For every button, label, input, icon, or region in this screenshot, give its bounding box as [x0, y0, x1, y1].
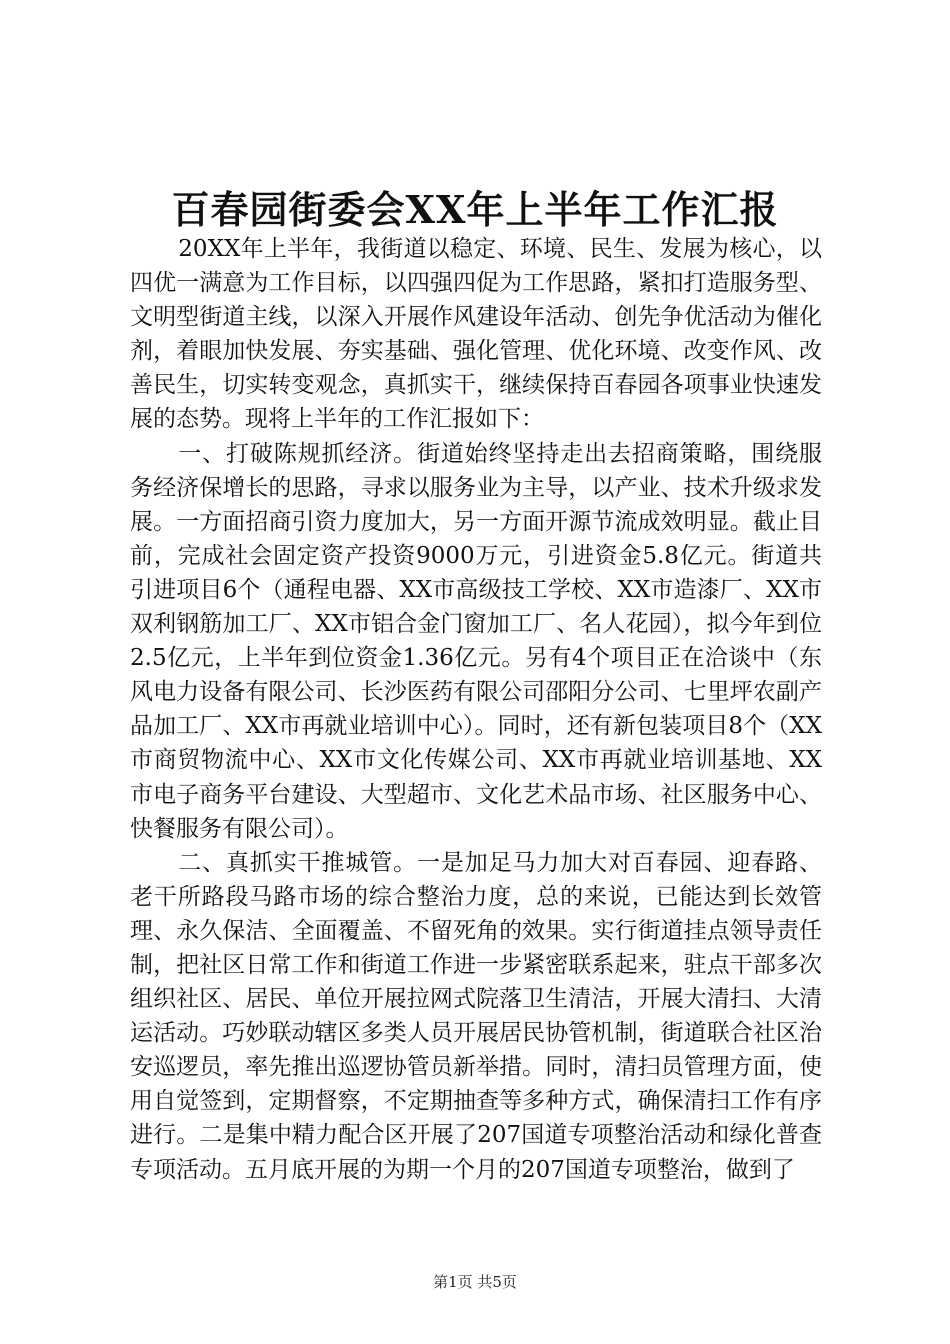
- page-number-footer: 第1页 共5页: [433, 1273, 517, 1291]
- document-body: [130, 232, 822, 1187]
- document-title: 百春园街委会XX年上半年工作汇报: [171, 187, 779, 232]
- paragraph-intro: 20XX年上半年，我街道以稳定、环境、民生、发展为核心，以四优一满意为工作目标，以四强四促为工作思路，紧扣打造服务型、文明型街道主线，以深入开展作风建设年活动、创先争优活动为催化剂，着眼加快发展、夯实基础、强化管理、优化环境、改变作风、改善民生，切实转变观念，真抓实干，继续保持百春园各项事业快速发展的态势。现将上半年的工作汇报如下：: [130, 236, 822, 433]
- paragraph-city-management: 二、真抓实干推城管。一是加足马力加大对百春园、迎春路、老干所路段马路市场的综合整治力度，总的来说，已能达到长效管理、永久保洁、全面覆盖、不留死角的效果。实行街道挂点领导责任制，把社区日常工作和街道工作进一步紧密联系起来，驻点干部多次组织社区、居民、单位开展拉网式院落卫生清洁，开展大清扫、大清运活动。巧妙联动辖区多类人员开展居民协管机制，街道联合社区治安巡逻员，率先推出巡逻协管员新举措。同时，清扫员管理方面，使用自觉签到，定期督察，不定期抽查等多种方式，确保清扫工作有序进行。二是集中精力配合区开展了207国道专项整治活动和绿化普查专项活动。五月底开展的为期一个月的207国道专项整治，做到了: [130, 849, 822, 1183]
- paragraph-economy: 一、打破陈规抓经济。街道始终坚持走出去招商策略，围绕服务经济保增长的思路，寻求以服务业为主导，以产业、技术升级求发展。一方面招商引资力度加大，另一方面开源节流成效明显。截止目前，完成社会固定资产投资9000万元，引进资金5.8亿元。街道共引进项目6个（通程电器、XX市高级技工学校、XX市造漆厂、XX市双利钢筋加工厂、XX市铝合金门窗加工厂、名人花园），拟今年到位2.5亿元，上半年到位资金1.36亿元。另有4个项目正在洽谈中（东风电力设备有限公司、长沙医药有限公司邵阳分公司、七里坪农副产品加工厂、XX市再就业培训中心）。同时，还有新包装项目8个（XX市商贸物流中心、XX市文化传媒公司、XX市再就业培训基地、XX市电子商务平台建设、大型超市、文化艺术品市场、社区服务中心、快餐服务有限公司）。: [130, 440, 822, 842]
